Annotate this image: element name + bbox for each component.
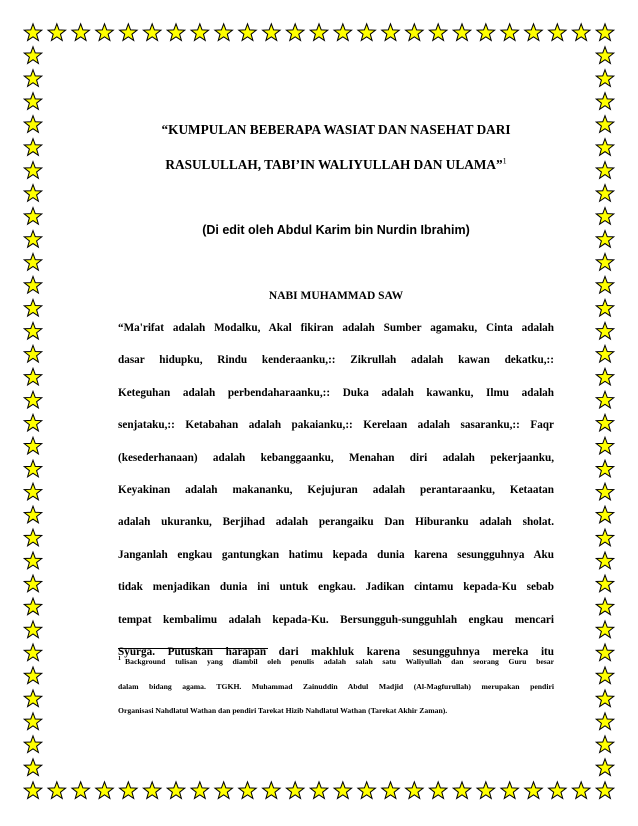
star-icon (596, 208, 614, 225)
star-icon (24, 506, 42, 523)
body-line: Keyakinan adalah makananku, Kejujuran adalah perantaraanku, Ketaatan (118, 483, 554, 496)
star-icon (453, 24, 471, 41)
star-icon (596, 782, 614, 799)
star-icon (72, 24, 90, 41)
star-icon (167, 24, 185, 41)
star-icon (572, 782, 590, 799)
star-icon (382, 24, 400, 41)
star-icon (24, 690, 42, 707)
star-icon (263, 24, 281, 41)
footnote-marker: 1 (118, 656, 121, 663)
star-icon (358, 782, 376, 799)
star-icon (310, 782, 328, 799)
star-icon (596, 345, 614, 362)
star-icon (24, 460, 42, 477)
star-icon (24, 621, 42, 638)
title-line-1: “KUMPULAN BEBERAPA WASIAT DAN NASEHAT DARI (161, 122, 511, 137)
body-line: Syurga. Putuskan harapan dari makhluk karena sesungguhnya mereka itu (118, 645, 554, 658)
star-icon (24, 322, 42, 339)
star-icon (596, 552, 614, 569)
star-icon (286, 782, 304, 799)
star-icon (501, 24, 518, 41)
footnote-separator (118, 648, 268, 649)
body-line: Keteguhan adalah perbendaharaanku,:: Duka adalah kawanku, Ilmu adalah (118, 386, 554, 399)
star-icon (596, 70, 614, 87)
star-icon (24, 345, 42, 362)
star-icon (406, 782, 424, 799)
footnote-line-1 (118, 655, 554, 680)
star-icon (24, 299, 42, 316)
star-icon (549, 24, 567, 41)
star-icon (24, 391, 42, 408)
star-icon (24, 667, 42, 684)
star-icon (596, 231, 614, 248)
star-icon (596, 437, 614, 454)
body-line: (kesederhanaan) adalah kebanggaanku, Menahan diri adalah pekerjaanku, (118, 451, 554, 464)
star-icon (596, 93, 614, 110)
star-icon (501, 782, 518, 799)
star-icon (334, 782, 352, 799)
star-icon (24, 575, 42, 592)
document-title (118, 112, 554, 182)
star-icon (24, 736, 42, 753)
star-icon (24, 231, 42, 248)
body-line: tidak menjadikan dunia ini untuk engkau. Jadikan cintamu kepada-Ku sebab (118, 581, 554, 594)
star-icon (525, 24, 543, 41)
star-icon (24, 185, 42, 202)
star-icon (24, 414, 42, 431)
star-icon (596, 414, 614, 431)
star-icon (596, 116, 614, 133)
star-icon (596, 299, 614, 316)
star-icon (215, 782, 233, 799)
title-line-2-text: RASULULLAH, TABI’IN WALIYULLAH DAN ULAMA” (165, 157, 503, 172)
star-icon (24, 644, 42, 661)
section-heading: NABI MUHAMMAD SAW (268, 290, 404, 302)
footnote-line-2: dalam bidang agama. TGKH. Muhammad Zainuddin Abdul Madjid (Al-Magfurullah) merupakan pendiri (118, 681, 554, 691)
star-icon (596, 736, 614, 753)
body-line: adalah ukuranku, Berjihad adalah perangaiku Dan Hiburanku adalah sholat. (118, 516, 554, 529)
body-line: “Ma'rifat adalah Modalku, Akal fikiran adalah Sumber agamaku, Cinta adalah (118, 322, 554, 334)
star-icon (24, 47, 42, 64)
star-icon (143, 24, 161, 41)
star-icon (596, 529, 614, 546)
star-icon (596, 391, 614, 408)
star-icon (24, 24, 42, 41)
title-line-2 (118, 147, 554, 182)
star-icon (429, 24, 447, 41)
star-icon (24, 116, 42, 133)
star-icon (48, 24, 66, 41)
star-icon (596, 759, 614, 776)
star-icon (24, 552, 42, 569)
star-icon (596, 139, 614, 156)
star-icon (477, 24, 495, 41)
star-icon (215, 24, 233, 41)
body-text (118, 316, 554, 672)
star-icon (334, 24, 352, 41)
star-icon (596, 368, 614, 385)
star-icon (96, 782, 114, 799)
footnote-line-3: Organisasi Nahdlatul Wathan dan pendiri Tarekat Hizib Nahdlatul Wathan (Tarekat Akhir Zaman). (118, 706, 448, 715)
star-icon (48, 782, 66, 799)
star-icon (596, 162, 614, 179)
star-icon (358, 24, 376, 41)
star-icon (596, 644, 614, 661)
star-icon (24, 529, 42, 546)
star-icon (596, 460, 614, 477)
star-icon (596, 575, 614, 592)
star-icon (596, 47, 614, 64)
star-icon (24, 162, 42, 179)
star-icon (596, 24, 614, 41)
star-icon (549, 782, 567, 799)
body-line: tempat kembalimu adalah kepada-Ku. Bersungguh-sungguhlah engkau mencari (118, 613, 554, 626)
star-icon (96, 24, 114, 41)
star-icon (191, 24, 209, 41)
star-icon (572, 24, 590, 41)
star-icon (24, 713, 42, 730)
star-icon (24, 70, 42, 87)
star-icon (24, 276, 42, 293)
footnote (118, 655, 554, 729)
star-icon (24, 208, 42, 225)
star-icon (24, 598, 42, 615)
star-icon (596, 598, 614, 615)
star-icon (239, 782, 257, 799)
body-line: senjataku,:: Ketabahan adalah pakaianku,:: Kerelaan adalah sasaranku,:: Faqr (118, 419, 554, 432)
star-icon (596, 713, 614, 730)
star-icon (406, 24, 424, 41)
star-icon (120, 782, 138, 799)
star-icon (596, 254, 614, 271)
title-footnote-ref: 1 (502, 156, 507, 166)
star-icon (286, 24, 304, 41)
star-icon (263, 782, 281, 799)
star-icon (525, 782, 543, 799)
footnote-line-1-text: Background tulisan yang diambil oleh penulis adalah salah satu Waliyullah dan seorang Guru besar (125, 657, 554, 666)
star-icon (596, 690, 614, 707)
star-icon (72, 782, 90, 799)
star-icon (596, 621, 614, 638)
star-icon (596, 322, 614, 339)
star-icon (596, 667, 614, 684)
star-icon (24, 139, 42, 156)
star-icon (24, 254, 42, 271)
star-icon (477, 782, 495, 799)
star-icon (24, 368, 42, 385)
star-icon (191, 782, 209, 799)
body-line: dasar hidupku, Rindu kenderaanku,:: Zikrullah adalah kawan dekatku,:: (118, 354, 554, 367)
star-icon (453, 782, 471, 799)
star-icon (310, 24, 328, 41)
star-icon (120, 24, 138, 41)
star-icon (239, 24, 257, 41)
star-icon (596, 506, 614, 523)
star-icon (24, 437, 42, 454)
star-icon (24, 759, 42, 776)
star-icon (596, 276, 614, 293)
star-icon (596, 483, 614, 500)
body-line: Janganlah engkau gantungkan hatimu kepada dunia karena sesungguhnya Aku (118, 548, 554, 561)
star-icon (596, 185, 614, 202)
editor-credit: (Di edit oleh Abdul Karim bin Nurdin Ibrahim) (202, 223, 470, 237)
star-icon (143, 782, 161, 799)
star-icon (24, 483, 42, 500)
star-icon (382, 782, 400, 799)
star-icon (24, 93, 42, 110)
star-icon (429, 782, 447, 799)
star-icon (24, 782, 42, 799)
star-icon (167, 782, 185, 799)
